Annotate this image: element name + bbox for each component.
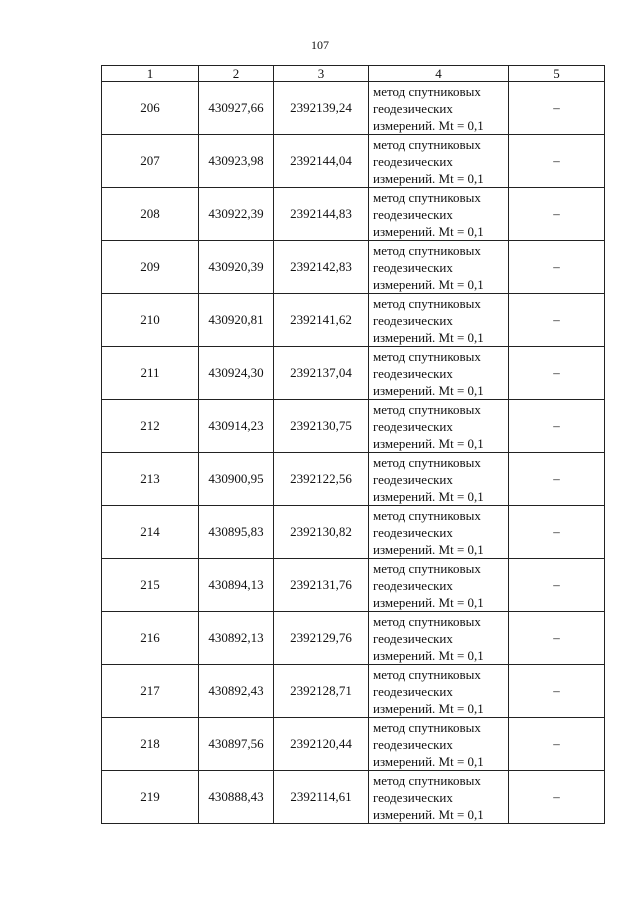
method-text-line: измерений. Mt = 0,1 — [373, 753, 484, 769]
point-number-cell: 218 — [102, 718, 199, 771]
column-header: 5 — [509, 66, 605, 82]
x-coordinate-cell: 430897,56 — [199, 718, 274, 771]
y-coordinate-cell: 2392128,71 — [274, 665, 369, 718]
method-cell — [369, 665, 509, 718]
x-coordinate-cell: 430914,23 — [199, 400, 274, 453]
y-coordinate-cell: 2392114,61 — [274, 771, 369, 824]
note-cell: – — [509, 294, 605, 347]
method-text-line: метод спутниковых — [373, 507, 481, 523]
table-row — [102, 665, 605, 718]
method-cell — [369, 188, 509, 241]
y-coordinate-cell: 2392131,76 — [274, 559, 369, 612]
table-header-row — [102, 66, 605, 82]
table-row — [102, 559, 605, 612]
note-cell: – — [509, 559, 605, 612]
note-cell: – — [509, 453, 605, 506]
method-text-line: геодезических — [373, 365, 453, 381]
x-coordinate-cell: 430892,43 — [199, 665, 274, 718]
y-coordinate-cell: 2392137,04 — [274, 347, 369, 400]
table-row — [102, 82, 605, 135]
method-text-line: измерений. Mt = 0,1 — [373, 329, 484, 345]
method-text-line: геодезических — [373, 471, 453, 487]
point-number-cell: 206 — [102, 82, 199, 135]
method-text-line: измерений. Mt = 0,1 — [373, 276, 484, 292]
page-number: 107 — [311, 38, 329, 52]
method-cell — [369, 347, 509, 400]
method-text-line: измерений. Mt = 0,1 — [373, 382, 484, 398]
method-cell — [369, 718, 509, 771]
point-number-cell: 209 — [102, 241, 199, 294]
table-row — [102, 453, 605, 506]
y-coordinate-cell: 2392139,24 — [274, 82, 369, 135]
note-cell: – — [509, 718, 605, 771]
table-body — [102, 82, 605, 824]
method-text-line: метод спутниковых — [373, 719, 481, 735]
method-text-line: метод спутниковых — [373, 454, 481, 470]
method-text-line: геодезических — [373, 524, 453, 540]
column-header: 3 — [274, 66, 369, 82]
column-header: 2 — [199, 66, 274, 82]
method-text-line: метод спутниковых — [373, 295, 481, 311]
method-text-line: метод спутниковых — [373, 83, 481, 99]
method-text-line: измерений. Mt = 0,1 — [373, 170, 484, 186]
table-row — [102, 347, 605, 400]
column-header: 1 — [102, 66, 199, 82]
method-text-line: измерений. Mt = 0,1 — [373, 700, 484, 716]
method-text-line: измерений. Mt = 0,1 — [373, 117, 484, 133]
coordinates-table — [101, 65, 605, 824]
table-row — [102, 506, 605, 559]
note-cell: – — [509, 135, 605, 188]
method-cell — [369, 294, 509, 347]
method-text-line: геодезических — [373, 736, 453, 752]
method-cell — [369, 135, 509, 188]
method-text-line: геодезических — [373, 206, 453, 222]
note-cell: – — [509, 188, 605, 241]
method-cell — [369, 400, 509, 453]
table-row — [102, 188, 605, 241]
point-number-cell: 211 — [102, 347, 199, 400]
method-text-line: метод спутниковых — [373, 613, 481, 629]
method-text-line: геодезических — [373, 259, 453, 275]
table-row — [102, 294, 605, 347]
method-text-line: геодезических — [373, 153, 453, 169]
x-coordinate-cell: 430927,66 — [199, 82, 274, 135]
y-coordinate-cell: 2392130,75 — [274, 400, 369, 453]
x-coordinate-cell: 430892,13 — [199, 612, 274, 665]
point-number-cell: 217 — [102, 665, 199, 718]
point-number-cell: 210 — [102, 294, 199, 347]
point-number-cell: 212 — [102, 400, 199, 453]
y-coordinate-cell: 2392142,83 — [274, 241, 369, 294]
method-text-line: измерений. Mt = 0,1 — [373, 435, 484, 451]
note-cell: – — [509, 347, 605, 400]
y-coordinate-cell: 2392130,82 — [274, 506, 369, 559]
table-row — [102, 718, 605, 771]
method-text-line: измерений. Mt = 0,1 — [373, 223, 484, 239]
note-cell: – — [509, 82, 605, 135]
method-text-line: метод спутниковых — [373, 666, 481, 682]
x-coordinate-cell: 430920,81 — [199, 294, 274, 347]
y-coordinate-cell: 2392141,62 — [274, 294, 369, 347]
table-row — [102, 241, 605, 294]
method-text-line: измерений. Mt = 0,1 — [373, 806, 484, 822]
method-cell — [369, 559, 509, 612]
method-text-line: метод спутниковых — [373, 136, 481, 152]
x-coordinate-cell: 430900,95 — [199, 453, 274, 506]
method-text-line: геодезических — [373, 100, 453, 116]
note-cell: – — [509, 241, 605, 294]
table-row — [102, 400, 605, 453]
point-number-cell: 219 — [102, 771, 199, 824]
x-coordinate-cell: 430920,39 — [199, 241, 274, 294]
note-cell: – — [509, 400, 605, 453]
method-text-line: метод спутниковых — [373, 189, 481, 205]
method-text-line: геодезических — [373, 418, 453, 434]
method-text-line: метод спутниковых — [373, 348, 481, 364]
point-number-cell: 207 — [102, 135, 199, 188]
method-text-line: геодезических — [373, 683, 453, 699]
y-coordinate-cell: 2392144,04 — [274, 135, 369, 188]
method-text-line: измерений. Mt = 0,1 — [373, 647, 484, 663]
table-row — [102, 612, 605, 665]
method-text-line: геодезических — [373, 312, 453, 328]
y-coordinate-cell: 2392144,83 — [274, 188, 369, 241]
method-cell — [369, 82, 509, 135]
note-cell: – — [509, 665, 605, 718]
point-number-cell: 208 — [102, 188, 199, 241]
point-number-cell: 216 — [102, 612, 199, 665]
x-coordinate-cell: 430895,83 — [199, 506, 274, 559]
x-coordinate-cell: 430894,13 — [199, 559, 274, 612]
y-coordinate-cell: 2392122,56 — [274, 453, 369, 506]
table-row — [102, 135, 605, 188]
x-coordinate-cell: 430923,98 — [199, 135, 274, 188]
method-text-line: геодезических — [373, 789, 453, 805]
x-coordinate-cell: 430888,43 — [199, 771, 274, 824]
point-number-cell: 215 — [102, 559, 199, 612]
method-cell — [369, 453, 509, 506]
method-text-line: измерений. Mt = 0,1 — [373, 488, 484, 504]
note-cell: – — [509, 506, 605, 559]
point-number-cell: 213 — [102, 453, 199, 506]
note-cell: – — [509, 771, 605, 824]
x-coordinate-cell: 430922,39 — [199, 188, 274, 241]
method-text-line: метод спутниковых — [373, 401, 481, 417]
y-coordinate-cell: 2392129,76 — [274, 612, 369, 665]
method-cell — [369, 612, 509, 665]
x-coordinate-cell: 430924,30 — [199, 347, 274, 400]
point-number-cell: 214 — [102, 506, 199, 559]
method-cell — [369, 771, 509, 824]
method-text-line: измерений. Mt = 0,1 — [373, 594, 484, 610]
method-text-line: метод спутниковых — [373, 772, 481, 788]
method-text-line: геодезических — [373, 630, 453, 646]
note-cell: – — [509, 612, 605, 665]
table-row — [102, 771, 605, 824]
method-cell — [369, 506, 509, 559]
method-text-line: метод спутниковых — [373, 242, 481, 258]
method-cell — [369, 241, 509, 294]
y-coordinate-cell: 2392120,44 — [274, 718, 369, 771]
method-text-line: геодезических — [373, 577, 453, 593]
method-text-line: измерений. Mt = 0,1 — [373, 541, 484, 557]
method-text-line: метод спутниковых — [373, 560, 481, 576]
column-header: 4 — [369, 66, 509, 82]
